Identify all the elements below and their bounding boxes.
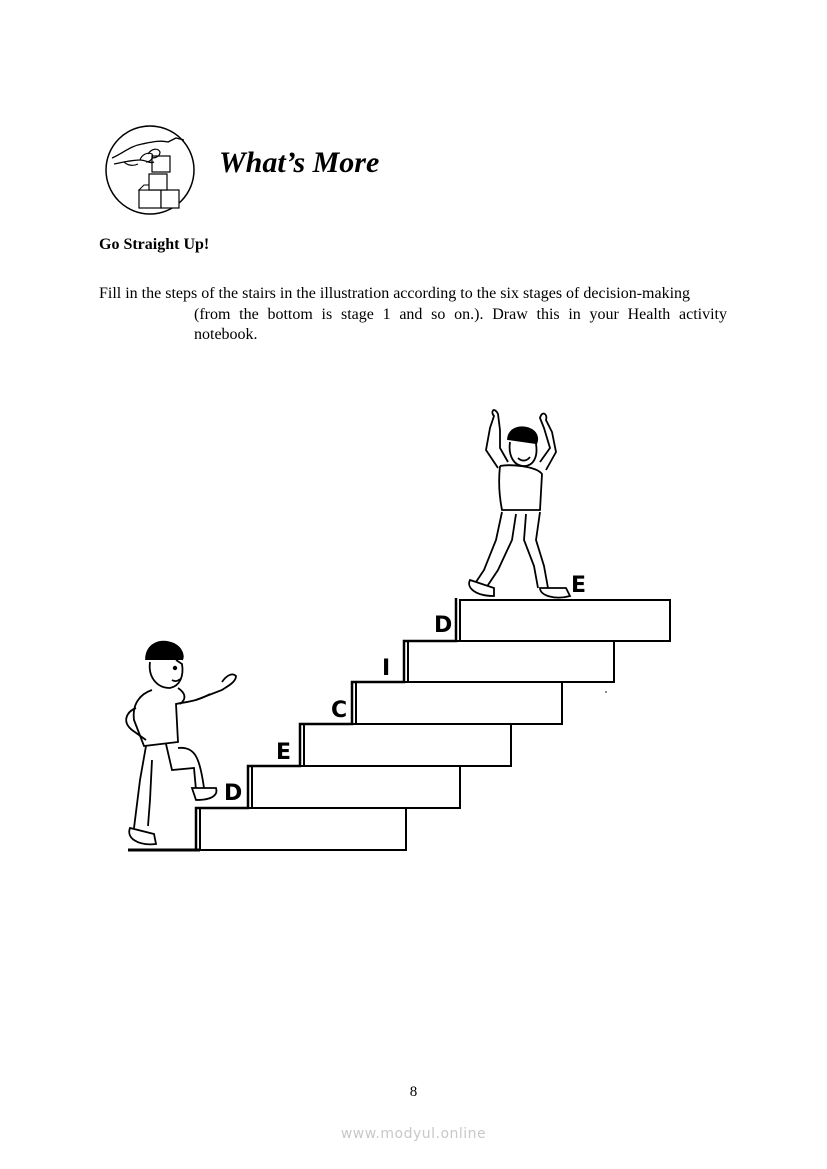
watermark-text: www.modyul.online (340, 1126, 487, 1142)
stair-step-1 (200, 808, 406, 850)
stair-step-5 (408, 641, 614, 682)
step-label-6: E (571, 573, 587, 598)
page-title: What’s More (219, 146, 380, 179)
stairs-illustration (110, 400, 690, 870)
step-label-2: E (276, 740, 292, 765)
stair-step-2 (252, 766, 460, 808)
page-number: 8 (409, 1084, 418, 1100)
step-label-3: C (331, 698, 348, 723)
boy-celebrating-figure (469, 410, 570, 598)
step-label-5: D (434, 613, 453, 638)
stair-step-3 (304, 724, 511, 766)
instruction-text (99, 284, 727, 346)
activity-title: Go Straight Up! (99, 236, 210, 253)
stair-step-6 (460, 600, 670, 641)
instruction-line-1: Fill in the steps of the stairs in the illustration according to the six stages of decision-making (99, 285, 691, 302)
boy-climbing-figure (126, 642, 236, 845)
step-label-4: I (382, 656, 391, 681)
hand-stacking-blocks-icon (104, 124, 196, 216)
instruction-continued: (from the bottom is stage 1 and so on.). Draw this in your Health activity notebook. (194, 305, 727, 343)
stair-step-4 (356, 682, 562, 724)
step-label-1: D (224, 781, 243, 806)
